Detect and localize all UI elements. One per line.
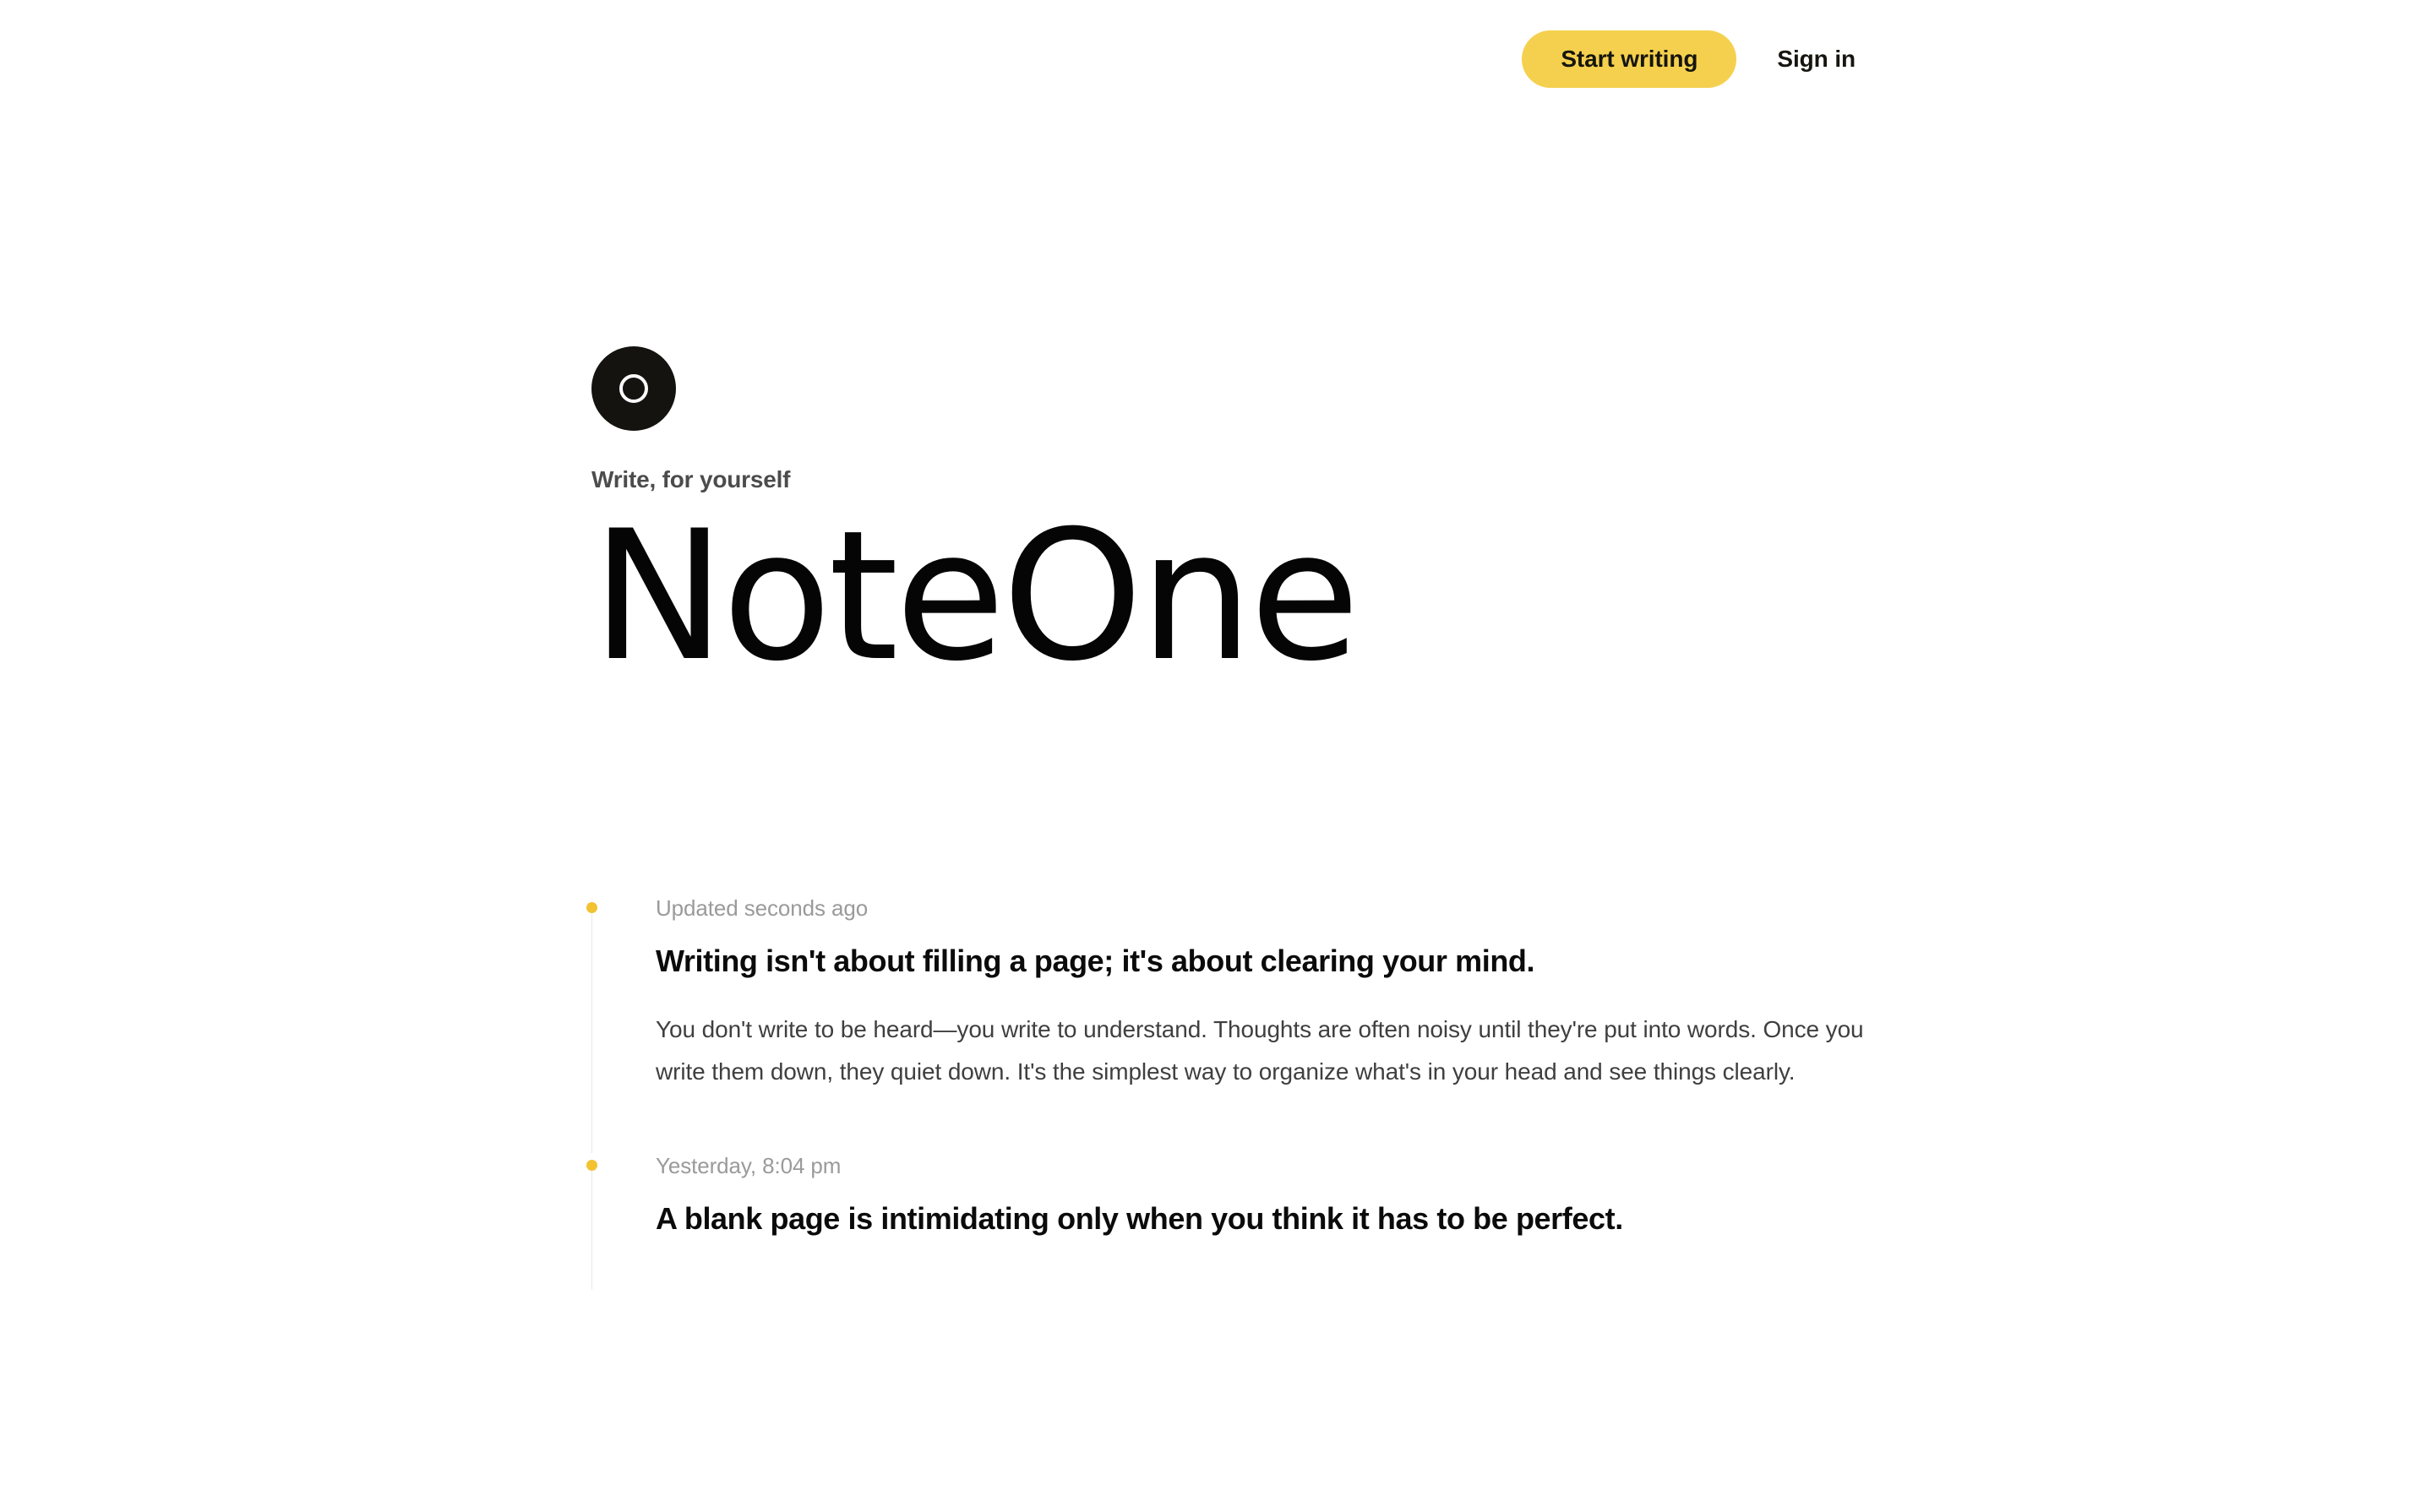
entry-timestamp: Yesterday, 8:04 pm [656,1153,842,1179]
hero-tagline: Write, for yourself [591,466,791,492]
note-timeline [591,895,1910,1266]
list-item[interactable] [591,895,1910,1153]
timeline-rail [591,909,592,1153]
hero-section [591,346,1943,700]
nav-actions [1522,30,1867,88]
circle-ring-icon [591,346,676,431]
start-writing-button[interactable]: Start writing [1522,30,1736,88]
page-title: NoteOne [591,492,1357,700]
sign-in-button[interactable]: Sign in [1765,32,1867,86]
entry-title[interactable]: A blank page is intimidating only when you think it has to be perfect. [656,1201,1623,1237]
entry-timestamp: Updated seconds ago [656,895,869,921]
top-navigation-bar [0,0,2425,127]
timeline-dot-icon [586,1160,597,1171]
timeline-rail [591,1167,592,1290]
logo-inner-ring [619,374,648,403]
entry-body: You don't write to be heard—you write to understand. Thoughts are often noisy until they're put into words. Once you write them down, they quiet down. It's the simplest way to organize what's in your head and see things clearly. [656,1015,1864,1085]
timeline-dot-icon [586,902,597,913]
list-item[interactable] [591,1153,1910,1239]
entry-title[interactable]: Writing isn't about filling a page; it's about clearing your mind. [656,944,1535,978]
